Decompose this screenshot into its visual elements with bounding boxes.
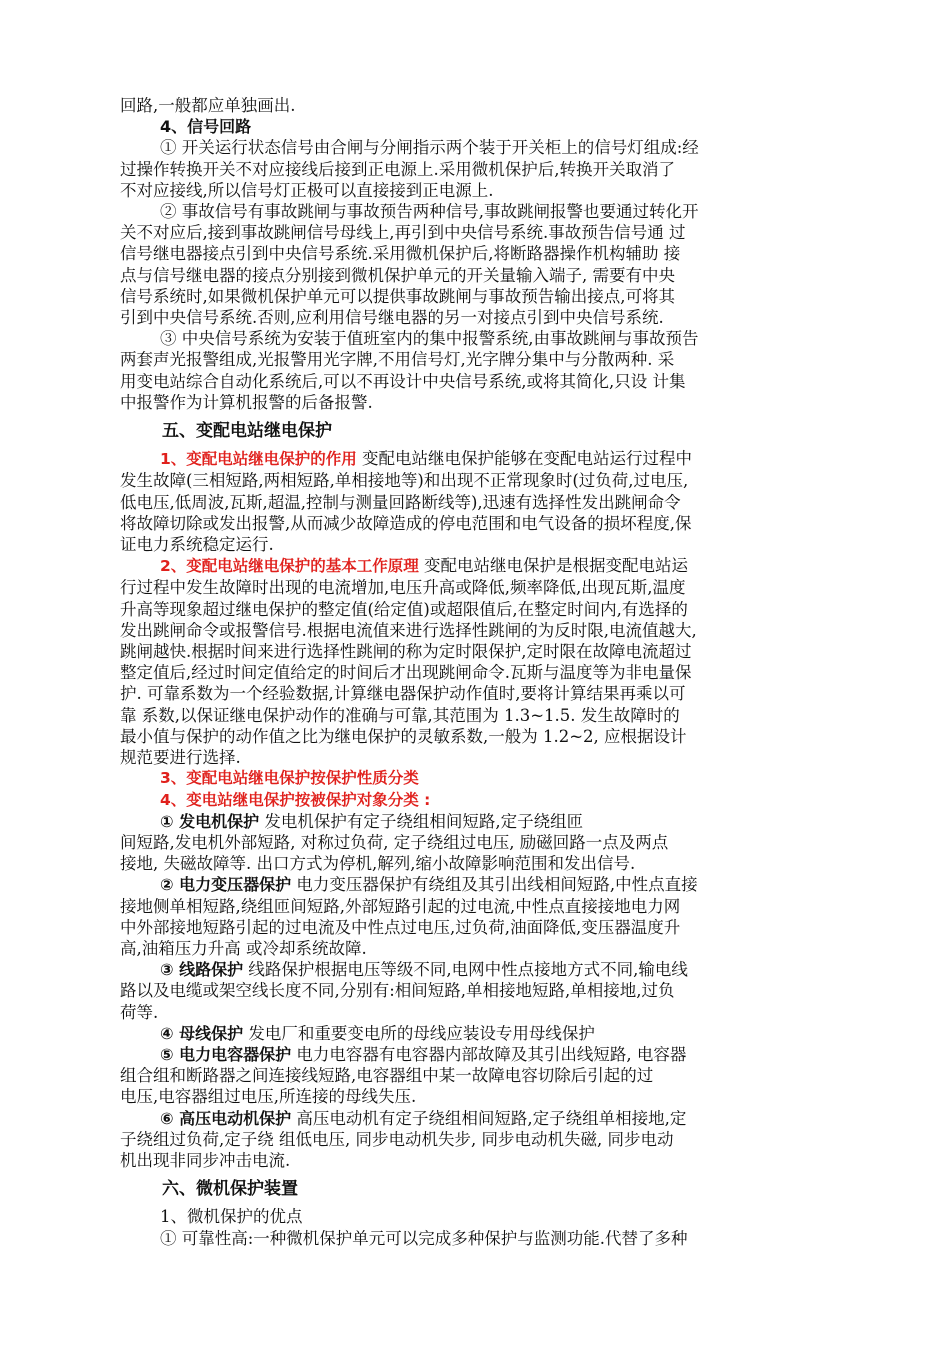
sig3-line: ③ 中央信号系统为安装于值班室内的集中报警系统,由事故跳闸与事故预告 [160, 329, 699, 349]
g6-line: 子绕组过负荷,定子绕 组低电压, 同步电动机失步, 同步电动机失磁, 同步电动 [120, 1129, 674, 1149]
g5-text: 电力电容器有电容器内部故障及其引出线短路, 电容器 [291, 1044, 687, 1064]
p1-text: 变配电站继电保护能够在变配电站运行过程中 [356, 449, 693, 469]
p2-line: 跳闸越快.根据时间来进行选择性跳闸的称为定时限保护,定时限在故障电流超过 [120, 642, 692, 662]
g5-line-first [120, 1044, 832, 1065]
p2-heading: 2、变配电站继电保护的基本工作原理 [160, 557, 419, 576]
g2-heading: ② 电力变压器保护 [160, 875, 292, 895]
g6-line-first [120, 1108, 832, 1129]
g2-line: 接地侧单相短路,绕组匝间短路,外部短路引起的过电流,中性点直接接地电力网 [120, 896, 681, 916]
p2-line: 发出跳闸命令或报警信号.根据电流值来进行选择性跳闸的为反时限,电流值越大, [120, 620, 697, 640]
p2-line: 规范要进行选择. [120, 748, 241, 768]
g3-line: 路以及电缆或架空线长度不同,分别有:相间短路,单相接地短路,单相接地,过负 [120, 981, 675, 1001]
sig2-line: 关不对应后,接到事故跳闸信号母线上,再引到中央信号系统.事故预告信号通 过 [120, 223, 686, 243]
g5-line: 组合组和断路器之间连接线短路,电容器组中某一故障电容切除后引起的过 [120, 1066, 654, 1086]
sig2-line: 信号系统时,如果微机保护单元可以提供事故跳闸与事故预告输出接点,可将其 [120, 286, 675, 306]
sig2-line: ② 事故信号有事故跳闸与事故预告两种信号,事故跳闸报警也要通过转化开 [160, 202, 699, 222]
g4-heading: ④ 母线保护 [160, 1023, 244, 1043]
g1-heading: ① 发电机保护 [160, 811, 260, 831]
p2-line-first [120, 555, 832, 577]
g6-text: 高压电动机有定子绕组相间短路,定子绕组单相接地,定 [291, 1108, 687, 1128]
intro-line: 回路,一般都应单独画出. [120, 96, 296, 115]
sig2-line: 信号继电器接点引到中央信号系统.采用微机保护后,将断路器操作机构辅助 接 [120, 244, 681, 264]
g1-text: 发电机保护有定子绕组相间短路,定子绕组匝 [259, 811, 584, 831]
g4-text: 发电厂和重要变电所的母线应装设专用母线保护 [243, 1023, 595, 1043]
p4-heading: 4、变电站继电保护按被保护对象分类 : [160, 790, 431, 809]
section-5-title: 五、变配电站继电保护 [162, 421, 332, 442]
p2-text: 变配电站继电保护是根据变配电站运 [418, 556, 689, 576]
g4-line [120, 1023, 832, 1044]
p2-line: 护. 可靠系数为一个经验数据,计算继电器保护动作值时,要将计算结果再乘以可 [120, 684, 686, 704]
sig1-line: ① 开关运行状态信号由合闸与分闸指示两个装于开关柜上的信号灯组成:经 [160, 138, 699, 158]
g1-line: 间短路,发电机外部短路, 对称过负荷, 定子绕组过电压, 励磁回路一点及两点 [120, 832, 669, 852]
p1-line: 证电力系统稳定运行. [120, 535, 274, 555]
g1-line-first [120, 811, 832, 832]
p1-heading: 1、变配电站继电保护的作用 [160, 450, 357, 469]
p1-line: 发生故障(三相短路,两相短路,单相接地等)和出现不正常现象时(过负荷,过电压, [120, 471, 689, 491]
g3-line: 荷等. [120, 1002, 159, 1022]
p1-line: 将故障切除或发出报警,从而减少故障造成的停电范围和电气设备的损坏程度,保 [120, 513, 692, 533]
p1-line: 低电压,低周波,瓦斯,超温,控制与测量回路断线等),迅速有选择性发出跳闸命令 [120, 492, 681, 512]
p3-heading: 3、变配电站继电保护按保护性质分类 [160, 769, 419, 788]
p2-line: 靠 系数,以保证继电保护动作的准确与可靠,其范围为 1.3~1.5. 发生故障时的 [120, 705, 680, 725]
sig3-line: 两套声光报警组成,光报警用光字牌,不用信号灯,光字牌分集中与分散两种. 采 [120, 350, 675, 370]
sig3-line: 用变电站综合自动化系统后,可以不再设计中央信号系统,或将其简化,只设 计集 [120, 371, 686, 391]
sig1-line: 过操作转换开关不对应接线后接到正电源上.采用微机保护后,转换开关取消了 [120, 159, 675, 179]
p1-line-first [120, 448, 832, 470]
sig2-line: 引到中央信号系统.否则,应利用信号继电器的另一对接点引到中央信号系统. [120, 308, 664, 328]
heading-signal-circuit: 4、信号回路 [160, 117, 252, 137]
g5-line: 电压,电容器组过电压,所连接的母线失压. [120, 1087, 417, 1107]
g2-line: 高,油箱压力升高 或冷却系统故障. [120, 938, 367, 958]
g3-line-first [120, 959, 832, 980]
sig2-line: 点与信号继电器的接点分别接到微机保护单元的开关量输入端子, 需要有中央 [120, 265, 675, 285]
document-page [120, 95, 832, 1249]
sig1-line: 不对应接线,所以信号灯正极可以直接接到正电源上. [120, 180, 494, 200]
g5-heading: ⑤ 电力电容器保护 [160, 1044, 292, 1064]
g6-heading: ⑥ 高压电动机保护 [160, 1108, 292, 1128]
g3-heading: ③ 线路保护 [160, 960, 244, 980]
p2-line: 升高等现象超过继电保护的整定值(给定值)或超限值后,在整定时间内,有选择的 [120, 599, 688, 619]
g2-line: 中外部接地短路引起的过电流及中性点过电压,过负荷,油面降低,变压器温度升 [120, 917, 681, 937]
p2-line: 行过程中发生故障时出现的电流增加,电压升高或降低,频率降低,出现瓦斯,温度 [120, 578, 686, 598]
g2-text: 电力变压器保护有绕组及其引出线相间短路,中性点直接 [291, 875, 698, 895]
p2-line: 最小值与保护的动作值之比为继电保护的灵敏系数,一般为 1.2~2, 应根据设计 [120, 726, 687, 746]
g6-line: 机出现非同步冲击电流. [120, 1150, 291, 1170]
g3-text: 线路保护根据电压等级不同,电网中性点接地方式不同,输电线 [243, 960, 688, 980]
reliability-line: ① 可靠性高:一种微机保护单元可以完成多种保护与监测功能.代替了多种 [160, 1228, 688, 1248]
g2-line-first [120, 874, 832, 895]
sig3-line: 中报警作为计算机报警的后备报警. [120, 392, 373, 412]
microcomputer-advantages-heading: 1、微机保护的优点 [160, 1207, 303, 1227]
p2-line: 整定值后,经过时间定值给定的时间后才出现跳闸命令.瓦斯与温度等为非电量保 [120, 663, 692, 683]
section-6-title: 六、微机保护装置 [162, 1179, 298, 1200]
g1-line: 接地, 失磁故障等. 出口方式为停机,解列,缩小故障影响范围和发出信号. [120, 854, 636, 874]
